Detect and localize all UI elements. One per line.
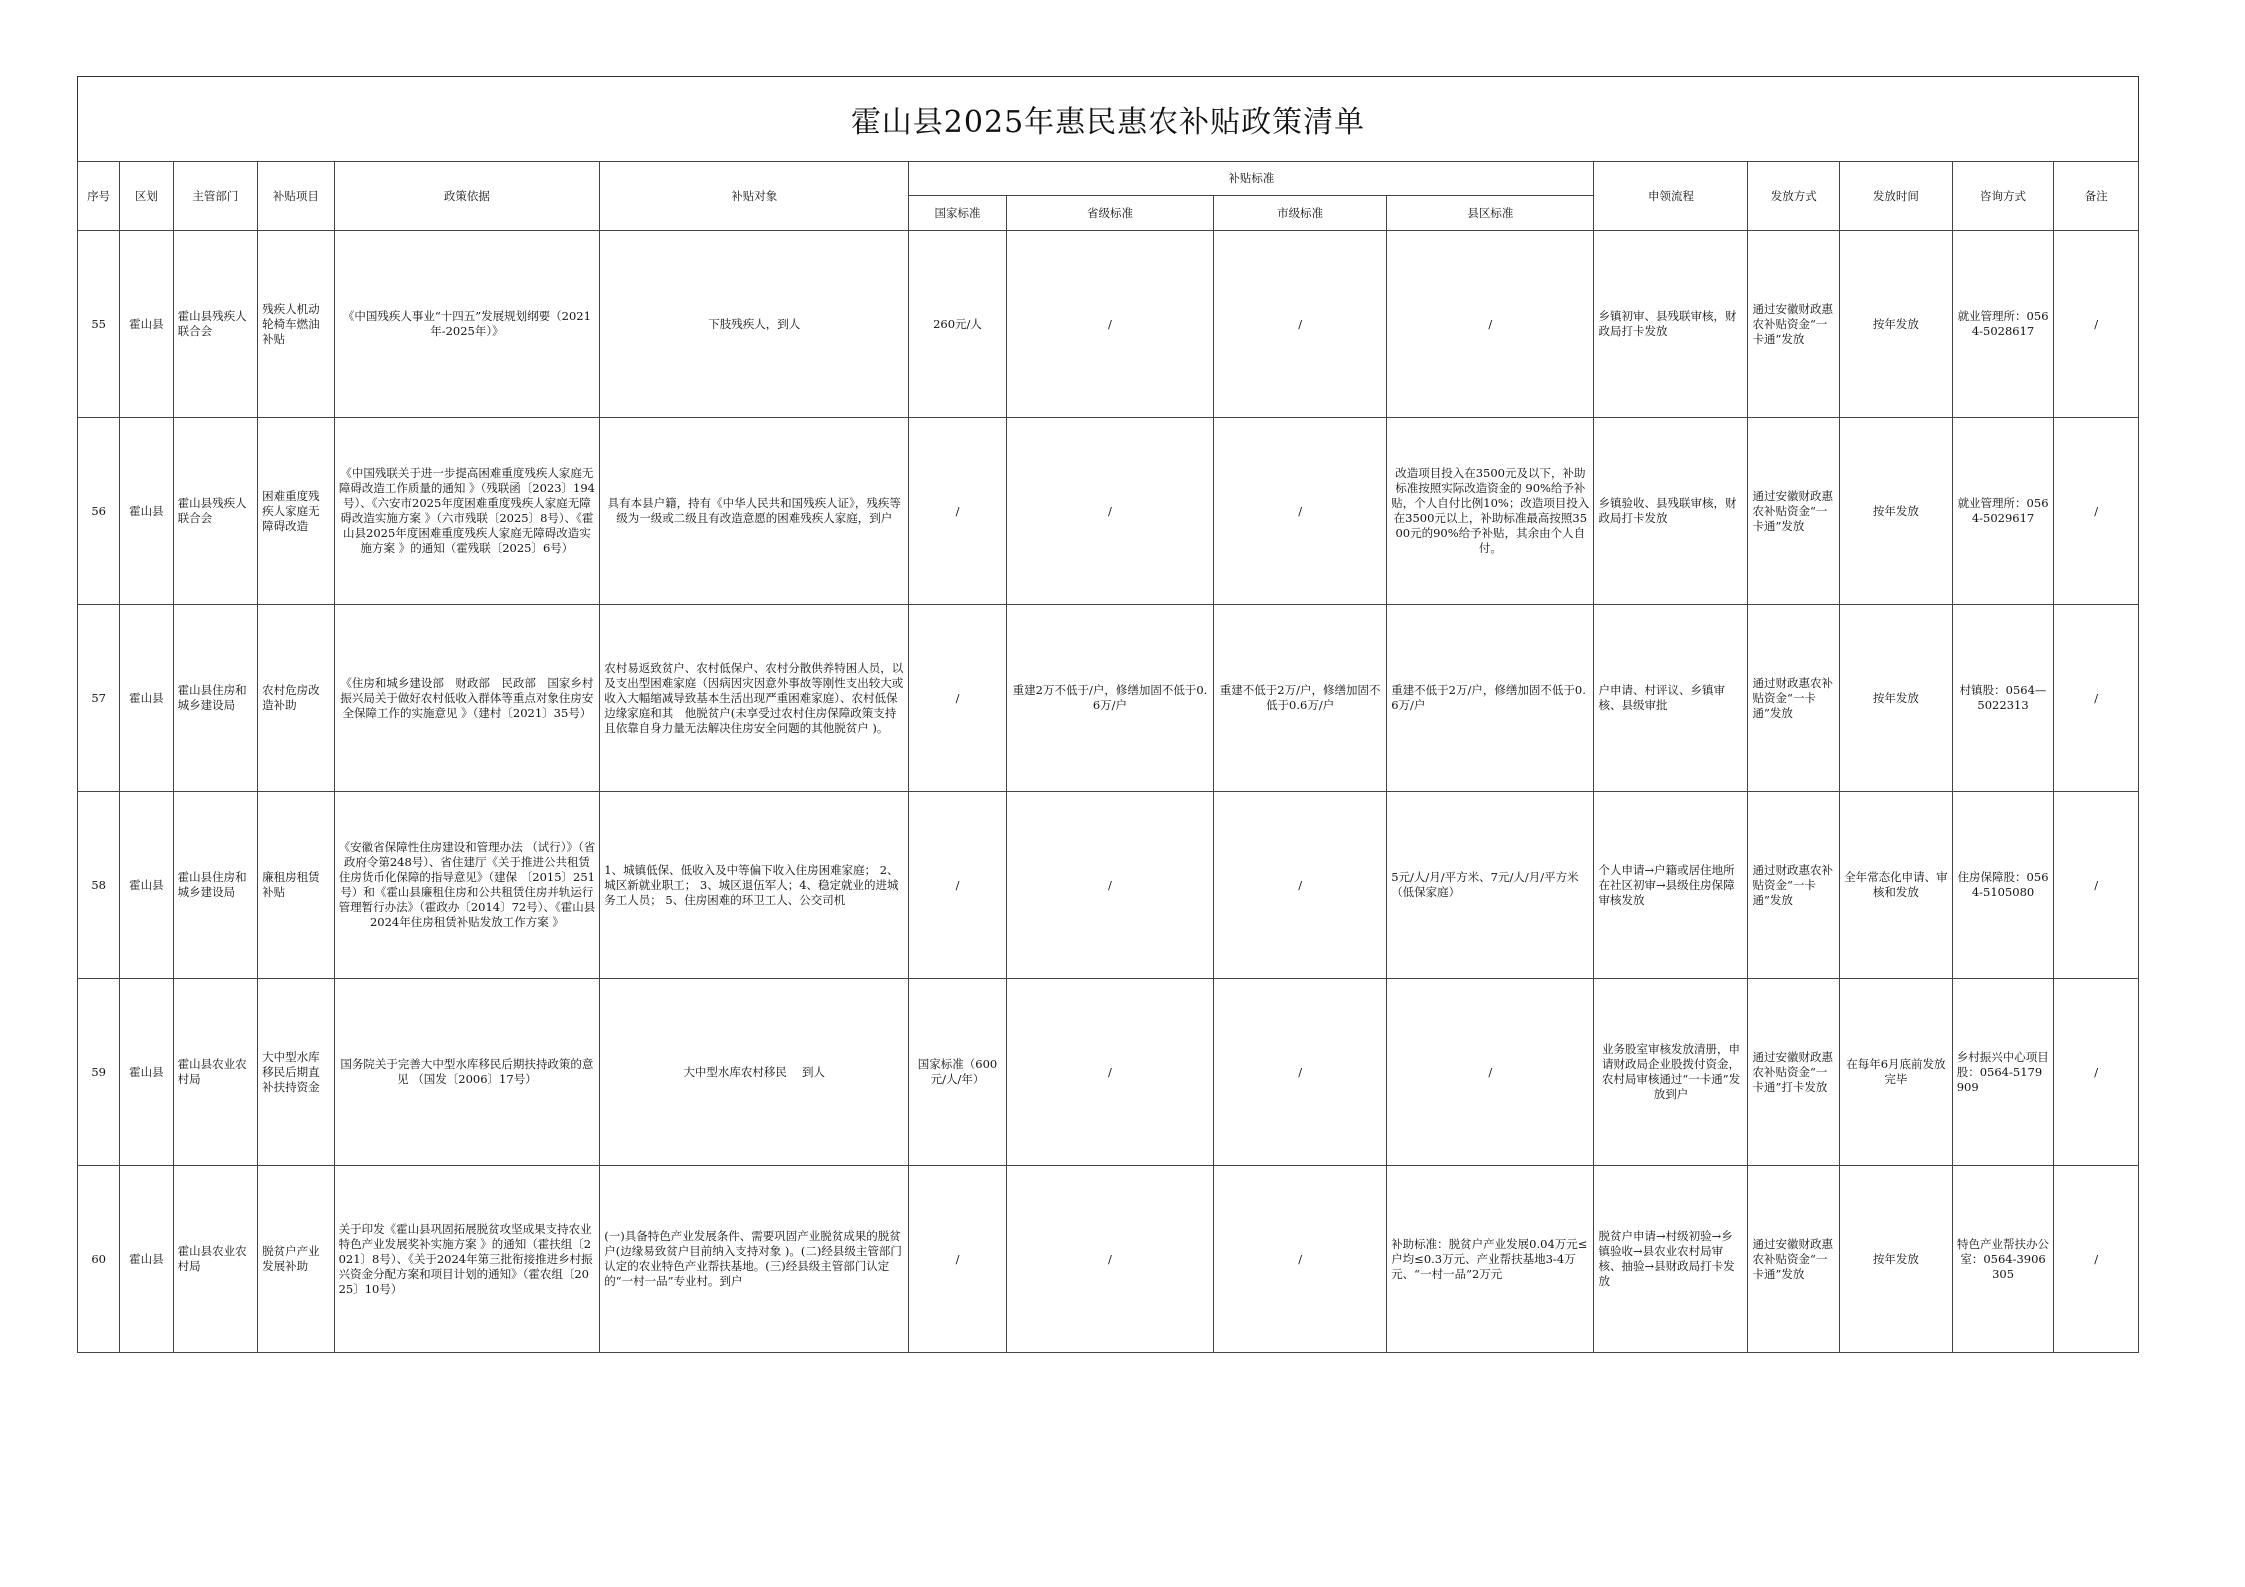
cell-contact: 就业管理所：0564-5028617	[1952, 231, 2054, 418]
cell-region: 霍山县	[120, 605, 173, 792]
cell-method: 通过安徽财政惠农补贴资金“一卡通”发放	[1748, 1166, 1840, 1353]
cell-county: /	[1387, 979, 1594, 1166]
cell-county: 重建不低于2万/户，修缮加固不低于0.6万/户	[1387, 605, 1594, 792]
title-box	[77, 76, 2139, 161]
cell-time: 按年发放	[1840, 605, 1953, 792]
cell-dept: 霍山县残疾人联合会	[173, 231, 258, 418]
cell-county: /	[1387, 231, 1594, 418]
header-contact: 咨询方式	[1952, 162, 2054, 231]
cell-time: 按年发放	[1840, 231, 1953, 418]
cell-dept: 霍山县住房和城乡建设局	[173, 605, 258, 792]
cell-county: 5元/人/月/平方米、7元/人/月/平方米（低保家庭）	[1387, 792, 1594, 979]
cell-method: 通过安徽财政惠农补贴资金“一卡通”发放	[1748, 231, 1840, 418]
cell-method: 通过财政惠农补贴资金“一卡通”发放	[1748, 792, 1840, 979]
cell-basis: 《住房和城乡建设部 财政部 民政部 国家乡村振兴局关于做好农村低收入群体等重点对象住房安全保障工作的实施意见 》（建村〔2021〕35号）	[334, 605, 600, 792]
cell-national: /	[909, 605, 1007, 792]
cell-county: 改造项目投入在3500元及以下，补助标准按照实际改造资金的 90%给予补贴，个人自付比例10%；改造项目投入在3500元以上，补助标准最高按照3500元的90%给予补贴，其余由个人自付。	[1387, 418, 1594, 605]
table-row	[78, 605, 2139, 792]
cell-dept: 霍山县农业农村局	[173, 1166, 258, 1353]
table-row	[78, 231, 2139, 418]
cell-project: 大中型水库移民后期直补扶持资金	[258, 979, 334, 1166]
cell-seq: 55	[78, 231, 120, 418]
cell-dept: 霍山县残疾人联合会	[173, 418, 258, 605]
cell-seq: 60	[78, 1166, 120, 1353]
cell-project: 农村危房改造补助	[258, 605, 334, 792]
cell-seq: 57	[78, 605, 120, 792]
cell-county: 补助标准：脱贫户产业发展0.04万元≤户均≤0.3万元、产业帮扶基地3-4万元、“一村一品”2万元	[1387, 1166, 1594, 1353]
cell-dept: 霍山县住房和城乡建设局	[173, 792, 258, 979]
cell-city: /	[1214, 1166, 1387, 1353]
cell-project: 脱贫户产业发展补助	[258, 1166, 334, 1353]
header-target: 补贴对象	[600, 162, 909, 231]
cell-method: 通过安徽财政惠农补贴资金“一卡通”发放	[1748, 418, 1840, 605]
cell-remark: /	[2054, 1166, 2139, 1353]
header-row-1	[78, 162, 2139, 196]
cell-basis: 国务院关于完善大中型水库移民后期扶持政策的意见 （国发〔2006〕17号）	[334, 979, 600, 1166]
page-title: 霍山县2025年惠民惠农补贴政策清单	[850, 105, 1366, 140]
cell-city: /	[1214, 231, 1387, 418]
cell-contact: 乡村振兴中心项目股：0564-5179909	[1952, 979, 2054, 1166]
cell-remark: /	[2054, 605, 2139, 792]
cell-remark: /	[2054, 979, 2139, 1166]
cell-process: 业务股室审核发放清册，申请财政局企业股拨付资金，农村局审核通过“一卡通”发放到户	[1594, 979, 1748, 1166]
header-basis: 政策依据	[334, 162, 600, 231]
cell-basis: 关于印发《霍山县巩固拓展脱贫攻坚成果支持农业特色产业发展奖补实施方案 》的通知（霍扶组〔2021〕8号）、《关于2024年第三批衔接推进乡村振兴资金分配方案和项目计划的通知》（霍农组〔2025〕10号）	[334, 1166, 600, 1353]
cell-provincial: /	[1006, 792, 1213, 979]
cell-target: 具有本县户籍，持有《中华人民共和国残疾人证》，残疾等级为一级或二级且有改造意愿的困难残疾人家庭，到户	[600, 418, 909, 605]
table-row	[78, 1166, 2139, 1353]
table-row	[78, 418, 2139, 605]
header-county: 县区标准	[1387, 196, 1594, 231]
cell-remark: /	[2054, 792, 2139, 979]
header-process: 申领流程	[1594, 162, 1748, 231]
cell-city: 重建不低于2万/户，修缮加固不低于0.6万/户	[1214, 605, 1387, 792]
header-remark: 备注	[2054, 162, 2139, 231]
cell-time: 按年发放	[1840, 418, 1953, 605]
cell-basis: 《中国残疾人事业“十四五”发展规划纲要（2021年-2025年）》	[334, 231, 600, 418]
cell-target: 下肢残疾人，到人	[600, 231, 909, 418]
cell-provincial: /	[1006, 979, 1213, 1166]
cell-region: 霍山县	[120, 792, 173, 979]
cell-project: 廉租房租赁补贴	[258, 792, 334, 979]
cell-process: 脱贫户申请→村级初验→乡镇验收→县农业农村局审核、抽验→县财政局打卡发放	[1594, 1166, 1748, 1353]
cell-city: /	[1214, 979, 1387, 1166]
cell-dept: 霍山县农业农村局	[173, 979, 258, 1166]
header-provincial: 省级标准	[1006, 196, 1213, 231]
cell-contact: 就业管理所：0564-5029617	[1952, 418, 2054, 605]
header-national: 国家标准	[909, 196, 1007, 231]
cell-process: 户申请、村评议、乡镇审核、县级审批	[1594, 605, 1748, 792]
cell-national: /	[909, 1166, 1007, 1353]
cell-contact: 村镇股：0564—5022313	[1952, 605, 2054, 792]
cell-seq: 58	[78, 792, 120, 979]
cell-provincial: /	[1006, 418, 1213, 605]
cell-region: 霍山县	[120, 979, 173, 1166]
cell-project: 困难重度残疾人家庭无障碍改造	[258, 418, 334, 605]
header-time: 发放时间	[1840, 162, 1953, 231]
cell-remark: /	[2054, 231, 2139, 418]
policy-sheet	[77, 76, 2139, 1353]
cell-city: /	[1214, 792, 1387, 979]
cell-target: 1、城镇低保、低收入及中等偏下收入住房困难家庭； 2、城区新就业职工； 3、城区退伍军人；4、稳定就业的进城务工人员； 5、住房困难的环卫工人、公交司机	[600, 792, 909, 979]
cell-region: 霍山县	[120, 231, 173, 418]
cell-time: 在每年6月底前发放完毕	[1840, 979, 1953, 1166]
cell-seq: 59	[78, 979, 120, 1166]
cell-time: 全年常态化申请、审核和发放	[1840, 792, 1953, 979]
table-row	[78, 792, 2139, 979]
header-dept: 主管部门	[173, 162, 258, 231]
header-standard: 补贴标准	[909, 162, 1594, 196]
cell-seq: 56	[78, 418, 120, 605]
cell-contact: 特色产业帮扶办公室：0564-3906305	[1952, 1166, 2054, 1353]
header-region: 区划	[120, 162, 173, 231]
header-project: 补贴项目	[258, 162, 334, 231]
cell-national: 260元/人	[909, 231, 1007, 418]
cell-process: 个人申请→户籍或居住地所在社区初审→县级住房保障审核发放	[1594, 792, 1748, 979]
cell-contact: 住房保障股：0564-5105080	[1952, 792, 2054, 979]
cell-process: 乡镇验收、县残联审核，财政局打卡发放	[1594, 418, 1748, 605]
cell-region: 霍山县	[120, 418, 173, 605]
header-seq: 序号	[78, 162, 120, 231]
cell-method: 通过财政惠农补贴资金“一卡通”发放	[1748, 605, 1840, 792]
cell-national: /	[909, 418, 1007, 605]
cell-target: 农村易返致贫户、农村低保户、农村分散供养特困人员，以及支出型困难家庭（因病因灾因意外事故等刚性支出较大或收入大幅缩减导致基本生活出现严重困难家庭）、农村低保边缘家庭和其 他脱贫户(未享受过农村住房保障政策支持且依靠自身力量无法解决住房安全问题的其他脱贫户 )。	[600, 605, 909, 792]
cell-region: 霍山县	[120, 1166, 173, 1353]
cell-process: 乡镇初审、县残联审核，财政局打卡发放	[1594, 231, 1748, 418]
cell-provincial: /	[1006, 1166, 1213, 1353]
cell-method: 通过安徽财政惠农补贴资金“一卡通”打卡发放	[1748, 979, 1840, 1166]
cell-basis: 《安徽省保障性住房建设和管理办法 （试行）》（省政府令第248号）、省住建厅《关于推进公共租赁住房货币化保障的指导意见》（建保 〔2015〕251号）和《霍山县廉租住房和公共租赁住房并轨运行管理暂行办法》（霍政办〔2014〕72号）、《霍山县2024年住房租赁补贴发放工作方案 》	[334, 792, 600, 979]
cell-city: /	[1214, 418, 1387, 605]
table-row	[78, 979, 2139, 1166]
cell-national: /	[909, 792, 1007, 979]
cell-target: 大中型水库农村移民 到人	[600, 979, 909, 1166]
cell-national: 国家标准（600元/人/年）	[909, 979, 1007, 1166]
cell-basis: 《中国残联关于进一步提高困难重度残疾人家庭无障碍改造工作质量的通知 》（残联函〔2023〕194号）、《六安市2025年度困难重度残疾人家庭无障碍改造实施方案 》（六市残联〔2025〕8号）、《霍山县2025年度困难重度残疾人家庭无障碍改造实施方案 》的通知（霍残联〔2025〕6号）	[334, 418, 600, 605]
header-method: 发放方式	[1748, 162, 1840, 231]
header-city: 市级标准	[1214, 196, 1387, 231]
policy-table	[77, 161, 2139, 1353]
cell-time: 按年发放	[1840, 1166, 1953, 1353]
cell-provincial: /	[1006, 231, 1213, 418]
cell-target: (一)具备特色产业发展条件、需要巩固产业脱贫成果的脱贫户(边缘易致贫户目前纳入支持对象 )。(二)经县级主管部门认定的农业特色产业帮扶基地。(三)经县级主管部门认定的“一村一品”专业村。到户	[600, 1166, 909, 1353]
cell-provincial: 重建2万不低于/户，修缮加固不低于0.6万/户	[1006, 605, 1213, 792]
cell-remark: /	[2054, 418, 2139, 605]
cell-project: 残疾人机动轮椅车燃油补贴	[258, 231, 334, 418]
